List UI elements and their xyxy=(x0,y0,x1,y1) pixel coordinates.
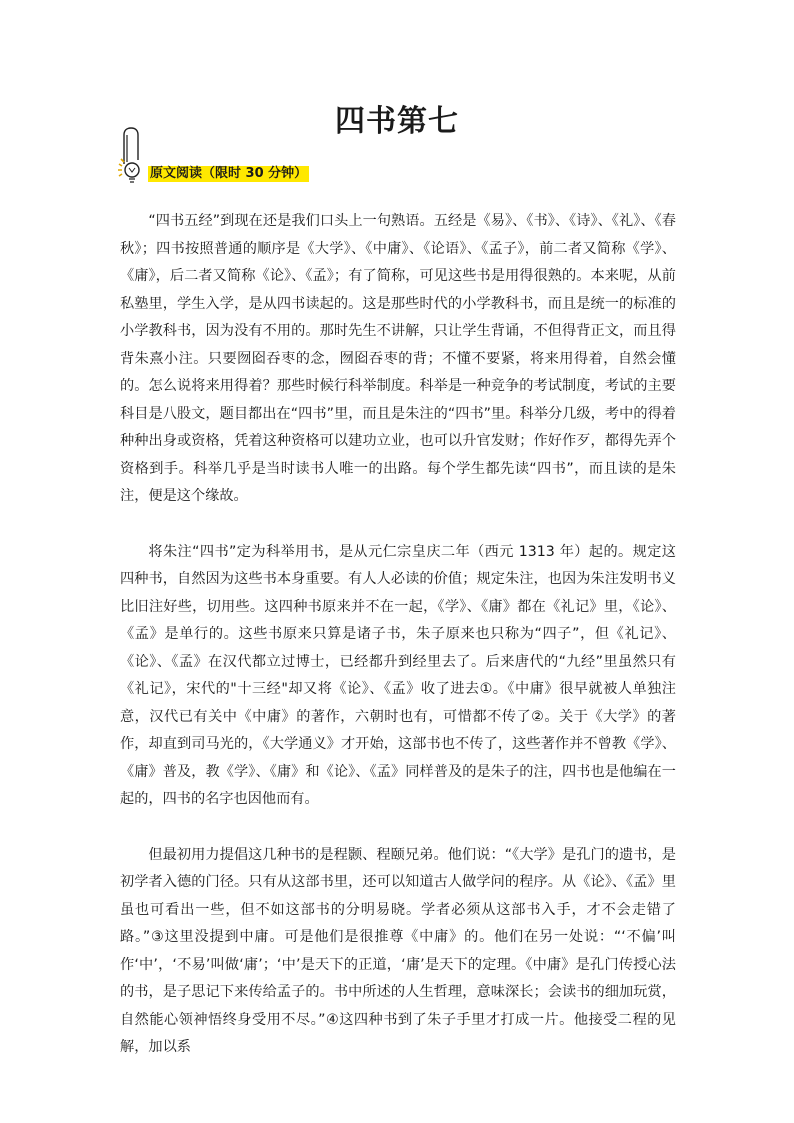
paragraph-2: 将朱注“四书”定为科举用书，是从元仁宗皇庆二年（西元 1313 年）起的。规定这四种书，自然因为这些书本身重要。有人人必读的价值；规定朱注，也因为朱注发明书义比旧注好些，切用些。这四种书原来并不在一起，《学》、《庸》都在《礼记》里，《论》、《孟》是单行的。这些书原来只算是诸子书，朱子原来也只称为“四子”，但《礼记》、《论》、《孟》在汉代都立过博士，已经都升到经里去了。后来唐代的“九经”里虽然只有《礼记》，宋代的"十三经"却又将《论》、《孟》收了进去①。《中庸》很早就被人单独注意，汉代已有关中《中庸》的著作，六朝时也有，可惜都不传了②。关于《大学》的著作，却直到司马光的，《大学通义》才开始，这部书也不传了，这些著作并不曾教《学》、《庸》普及，教《学》、《庸》和《论》、《孟》同样普及的是朱子的注，四书也是他编在一起的，四书的名字也因他而有。 xyxy=(120,543,676,807)
section-label: 原文阅读（限时 30 分钟） xyxy=(150,166,308,181)
paperclip-lightbulb-icon xyxy=(116,124,146,186)
paragraph-3: 但最初用力提倡这几种书的是程颢、程颐兄弟。他们说：“《大学》是孔门的遗书，是初学者入德的门径。只有从这部书里，还可以知道古人做学问的程序。从《论》、《孟》里虽也可看出一些，但不如这部书的分明易晓。学者必须从这部书入手，才不会走错了路。”③这里没提到中庸。可是他们是很推尊《中庸》的。他们在另一处说：“‘不偏’叫作‘中’，‘不易’叫做‘庸’；‘中’是天下的正道，‘庸’是天下的定理。《中庸》是孔门传授心法的书，是子思记下来传给孟子的。书中所述的人生哲理，意味深长；会读书的细加玩赏，自然能心领神悟终身受用不尽。”④这四种书到了朱子手里才打成一片。他接受二程的见解，加以系 xyxy=(120,846,676,1055)
paragraph-1: “四书五经”到现在还是我们口头上一句熟语。五经是《易》、《书》、《诗》、《礼》、《春秋》；四书按照普通的顺序是《大学》、《中庸》、《论语》、《孟子》，前二者又简称《学》、《庸》，后二者又简称《论》、《孟》；有了简称，可见这些书是用得很熟的。本来呢，从前私塾里，学生入学，是从四书读起的。这是那些时代的小学教科书，而且是统一的标准的小学教科书，因为没有不用的。那时先生不讲解，只让学生背诵，不但得背正文，而且得背朱熹小注。只要囫囵吞枣的念，囫囵吞枣的背；不懂不要紧，将来用得着，自然会懂的。怎么说将来用得着？那些时候行科举制度。科举是一种竞争的考试制度，考试的主要科目是八股文，题目都出在“四书”里，而且是朱注的“四书”里。科举分几级，考中的得着种种出身或资格，凭着这种资格可以建功立业，也可以升官发财；作好作歹，都得先弄个资格到手。科举几乎是当时读书人唯一的出路。每个学生都先读“四书”，而且读的是朱注，便是这个缘故。 xyxy=(120,213,676,504)
page-title: 四书第七 xyxy=(335,104,459,139)
article-body xyxy=(120,208,676,1062)
